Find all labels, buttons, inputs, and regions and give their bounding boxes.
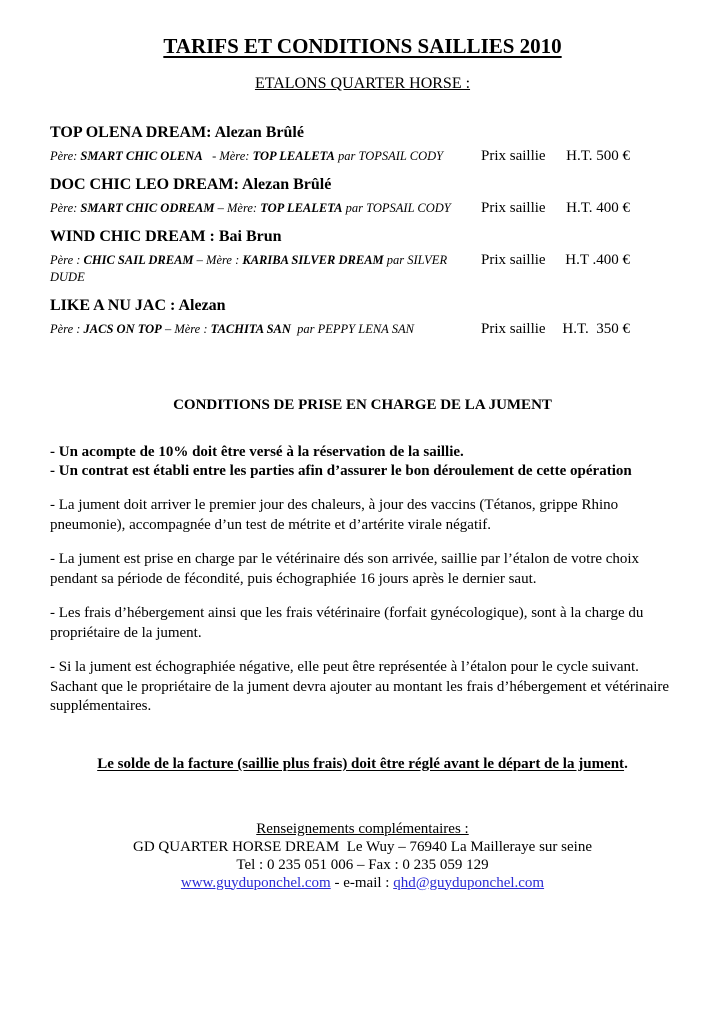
by-sire: par TOPSAIL CODY (342, 201, 451, 215)
stallion-pedigree (50, 148, 481, 165)
stallion-name: WIND CHIC DREAM : Bai Brun (50, 228, 282, 245)
conditions-bold-item: - Un acompte de 10% doit être versé à la réservation de la saillie. (50, 444, 464, 460)
sire-name: SMART CHIC ODREAM (80, 201, 215, 215)
conditions-heading: CONDITIONS DE PRISE EN CHARGE DE LA JUMENT (173, 397, 552, 413)
stallion-name: DOC CHIC LEO DREAM: Alezan Brûlé (50, 176, 332, 193)
stallion-pedigree (50, 252, 481, 286)
sire-label: Père : (50, 322, 84, 336)
footer-contact-block (50, 820, 675, 892)
conditions-bold-items (50, 443, 675, 481)
stallion-pedigree (50, 321, 481, 338)
email-link[interactable]: qhd@guyduponchel.com (393, 874, 545, 891)
stallion-pedigree (50, 200, 481, 217)
sire-label: Père: (50, 149, 81, 163)
by-sire: par SILVER DUDE (50, 253, 451, 284)
price-label: Prix saillie (481, 252, 546, 268)
page-subtitle: ETALONS QUARTER HORSE : (254, 75, 471, 92)
stallion-list (50, 123, 675, 338)
conditions-paragraph: - La jument est prise en charge par le vétérinaire dés son arrivée, saillie par l’étalon de votre choix pendant sa période de fécondité, puis échographiée 16 jours après le dernier saut. (50, 551, 640, 587)
price-label: Prix saillie (481, 148, 546, 164)
dam-name: TOP LEALETA (260, 201, 343, 215)
conditions-paragraph: - La jument doit arriver le premier jour des chaleurs, à jour des vaccins (Tétanos, grippe Rhino pneumonie), accompagnée d’un test de métrite et d’artérite virale négatif. (50, 497, 619, 533)
stallion-entry (50, 123, 675, 165)
stallion-entry (50, 227, 675, 286)
sire-label: Père: (50, 201, 81, 215)
stallion-entry (50, 296, 675, 338)
conditions-paragraph: - Si la jument est échographiée négative, elle peut être représentée à l’étalon pour le cycle suivant. Sachant que le propriétaire de la jument devra ajouter au montant les frais d’hébergement et vétérinaire supplémentaires. (50, 659, 670, 714)
payment-notice-period: . (624, 755, 628, 772)
dam-label: – Mère : (193, 253, 243, 267)
payment-notice-text: Le solde de la facture (saillie plus frais) doit être réglé avant le départ de la jument (97, 755, 625, 772)
stallion-name: LIKE A NU JAC : Alezan (50, 297, 226, 314)
sire-name: JACS ON TOP (83, 322, 162, 336)
dam-name: KARIBA SILVER DREAM (242, 253, 384, 267)
price-value: H.T. 350 € (562, 321, 630, 337)
dam-label: – Mère : (161, 322, 211, 336)
price-label: Prix saillie (481, 321, 546, 337)
price-group (481, 148, 630, 165)
footer-heading: Renseignements complémentaires : (256, 820, 469, 837)
payment-notice (50, 755, 675, 774)
stallion-entry (50, 175, 675, 217)
price-group (481, 200, 630, 217)
footer-address: GD QUARTER HORSE DREAM Le Wuy – 76940 La Mailleraye sur seine (133, 838, 592, 855)
stallion-detail-row (50, 200, 675, 217)
website-link[interactable]: www.guyduponchel.com (180, 874, 331, 891)
stallion-detail-row (50, 321, 675, 338)
price-label: Prix saillie (481, 200, 546, 216)
email-label: - e-mail : (330, 874, 394, 891)
conditions-bold-item: - Un contrat est établi entre les parties afin d’assurer le bon déroulement de cette opération (50, 463, 632, 479)
dam-name: TACHITA SAN (210, 322, 291, 336)
stallion-name: TOP OLENA DREAM: Alezan Brûlé (50, 124, 304, 141)
sire-name: SMART CHIC OLENA (80, 149, 203, 163)
dam-label: - Mère: (202, 149, 253, 163)
price-value: H.T. 400 € (566, 200, 630, 216)
price-value: H.T. 500 € (566, 148, 630, 164)
footer-tel-fax: Tel : 0 235 051 006 – Fax : 0 235 059 129 (236, 856, 489, 873)
conditions-paragraph: - Les frais d’hébergement ainsi que les frais vétérinaire (forfait gynécologique), sont à la charge du propriétaire de la jument. (50, 605, 644, 641)
by-sire: par TOPSAIL CODY (334, 149, 444, 163)
stallion-detail-row (50, 252, 675, 286)
price-value: H.T .400 € (565, 252, 630, 268)
sire-name: CHIC SAIL DREAM (83, 253, 194, 267)
price-group (481, 321, 630, 338)
stallion-detail-row (50, 148, 675, 165)
dam-name: TOP LEALETA (252, 149, 335, 163)
sire-label: Père : (50, 253, 84, 267)
page-title: TARIFS ET CONDITIONS SAILLIES 2010 (163, 34, 562, 58)
dam-label: – Mère: (214, 201, 261, 215)
by-sire: par PEPPY LENA SAN (290, 322, 414, 336)
price-group (481, 252, 630, 269)
footer-links-line (50, 874, 675, 892)
